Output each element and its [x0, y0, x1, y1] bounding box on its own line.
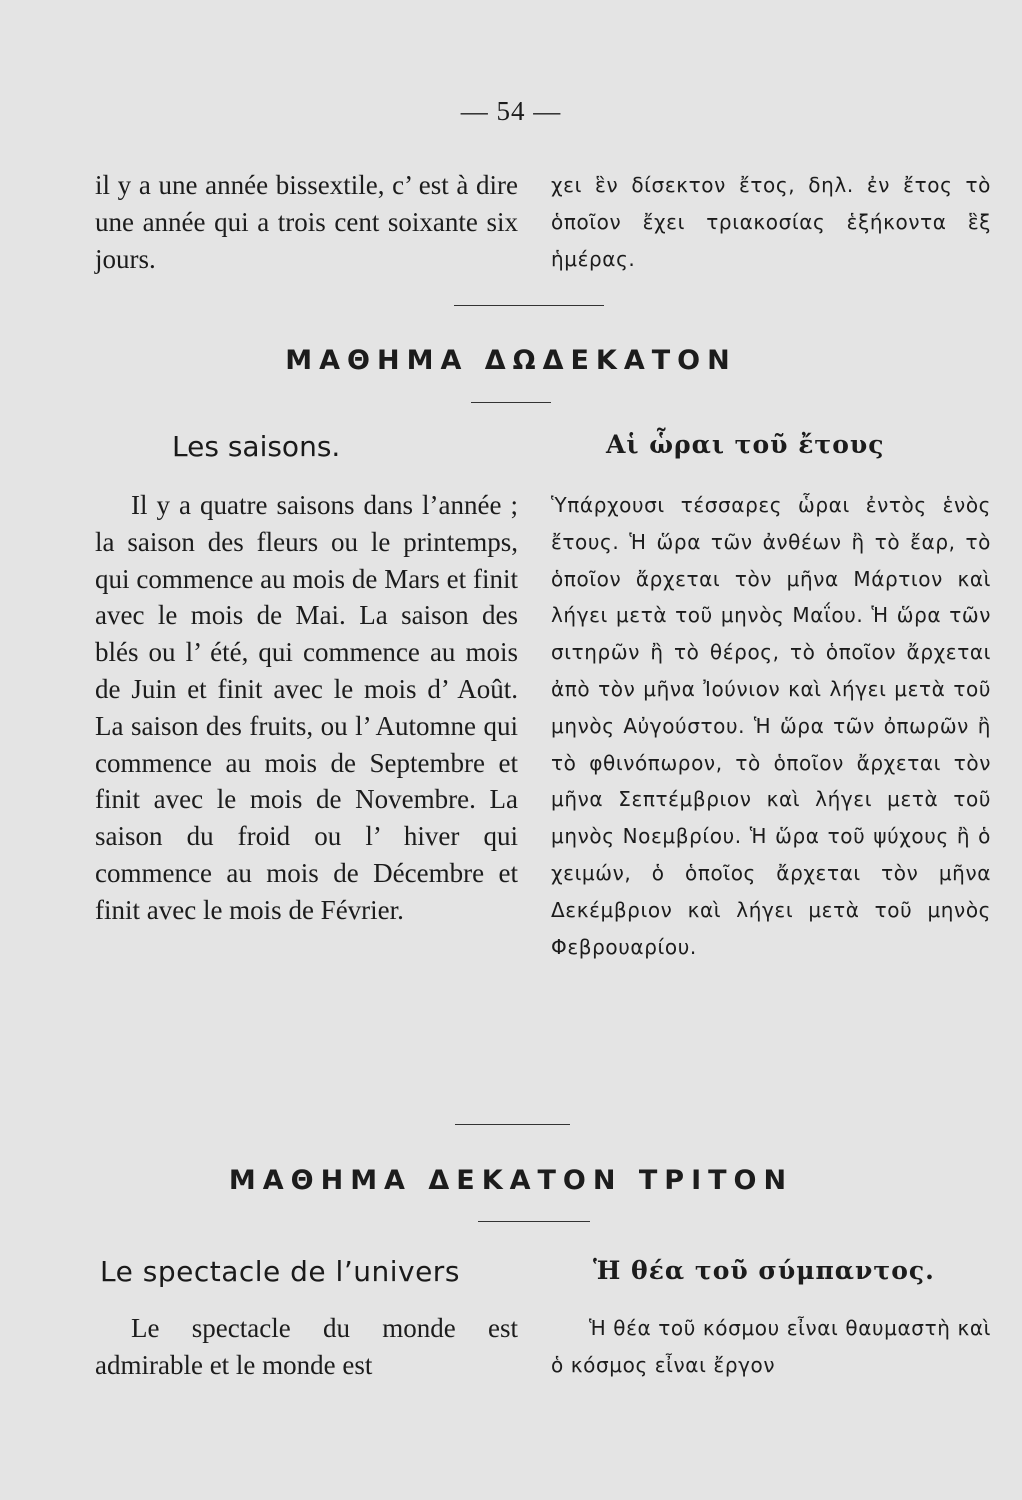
greek-continuation-text: χει ἓν δίσεκτον ἔτος, δηλ. ἐν ἔτος τὸ ὁποῖον ἔχει τριακοσίας ἑξήκοντα ἓξ ἡμέρας. — [551, 173, 991, 271]
french-heading-seasons: Les saisons. — [172, 430, 341, 463]
greek-heading-seasons: Αἱ ὧραι τοῦ ἔτους — [606, 430, 885, 459]
french-heading-universe: Le spectacle de l’univers — [100, 1255, 460, 1288]
title-underline — [478, 1221, 590, 1222]
greek-seasons-text: Ὑπάρχουσι τέσσαρες ὧραι ἐντὸς ἑνὸς ἔτους. Ἡ ὥρα τῶν ἀνθέων ἢ τὸ ἔαρ, τὸ ὁποῖον ἄρχεται τὸν μῆνα Μάρτιον καὶ λήγει μετὰ τοῦ μηνὸς Μαΐου. Ἡ ὥρα τῶν σιτηρῶν ἢ τὸ θέρος, τὸ ὁποῖον ἄρχεται ἀπὸ τὸν μῆνα Ἰούνιον καὶ λήγει μετὰ τοῦ μηνὸς Αὐγούστου. Ἡ ὥρα τῶν ὀπωρῶν ἢ τὸ φθινόπωρον, τὸ ὁποῖον ἄρχεται τὸν μῆνα Σεπτέμβριον καὶ λήγει μετὰ τοῦ μηνὸς Νοεμβρίου. Ἡ ὥρα τοῦ ψύχους ἢ ὁ χειμών, ὁ ὁποῖος ἄρχεται τὸν μῆνα Δεκέμβριον καὶ λήγει μετὰ τοῦ μηνὸς Φεβρουαρίου. — [551, 493, 991, 959]
greek-universe-text: Ἡ θέα τοῦ κόσμου εἶναι θαυμαστὴ καὶ ὁ κόσμος εἶναι ἔργον — [551, 1316, 991, 1377]
section-divider — [455, 1124, 570, 1125]
title-underline — [471, 402, 551, 403]
french-universe-text: Le spectacle du monde est admirable et le monde est — [95, 1313, 518, 1380]
french-seasons-text: Il y a quatre saisons dans l’année ; la saison des fleurs ou le printemps, qui commence au mois de Mars et finit avec le mois de Mai. La saison des blés ou l’ été, qui commence au mois de Juin et finit avec le mois d’ Août. La saison des fruits, ou l’ Automne qui commence au mois de Septembre et finit avec le mois de Novembre. La saison du froid ou l’ hiver qui commence au mois de Décembre et finit avec le mois de Février. — [95, 490, 518, 925]
section-divider — [454, 305, 604, 306]
lesson-thirteen-title: ΜΑΘΗΜΑ ΔΕΚΑΤΟΝ ΤΡΙΤΟΝ — [228, 1165, 794, 1196]
lesson-twelve-title: ΜΑΘΗΜΑ ΔΩΔΕΚΑΤΟΝ — [285, 345, 737, 376]
french-seasons-paragraph — [95, 487, 518, 929]
greek-continuation-paragraph — [551, 167, 991, 277]
greek-seasons-paragraph — [551, 487, 991, 965]
greek-universe-paragraph — [551, 1310, 991, 1384]
french-universe-paragraph — [95, 1310, 518, 1384]
french-continuation-paragraph — [95, 167, 518, 277]
page-number: — 54 — — [460, 96, 562, 126]
greek-heading-universe: Ἡ θέα τοῦ σύμπαντος. — [593, 1256, 935, 1285]
french-continuation-text: il y a une année bissextile, c’ est à dire une année qui a trois cent soixante six jours. — [95, 170, 518, 274]
